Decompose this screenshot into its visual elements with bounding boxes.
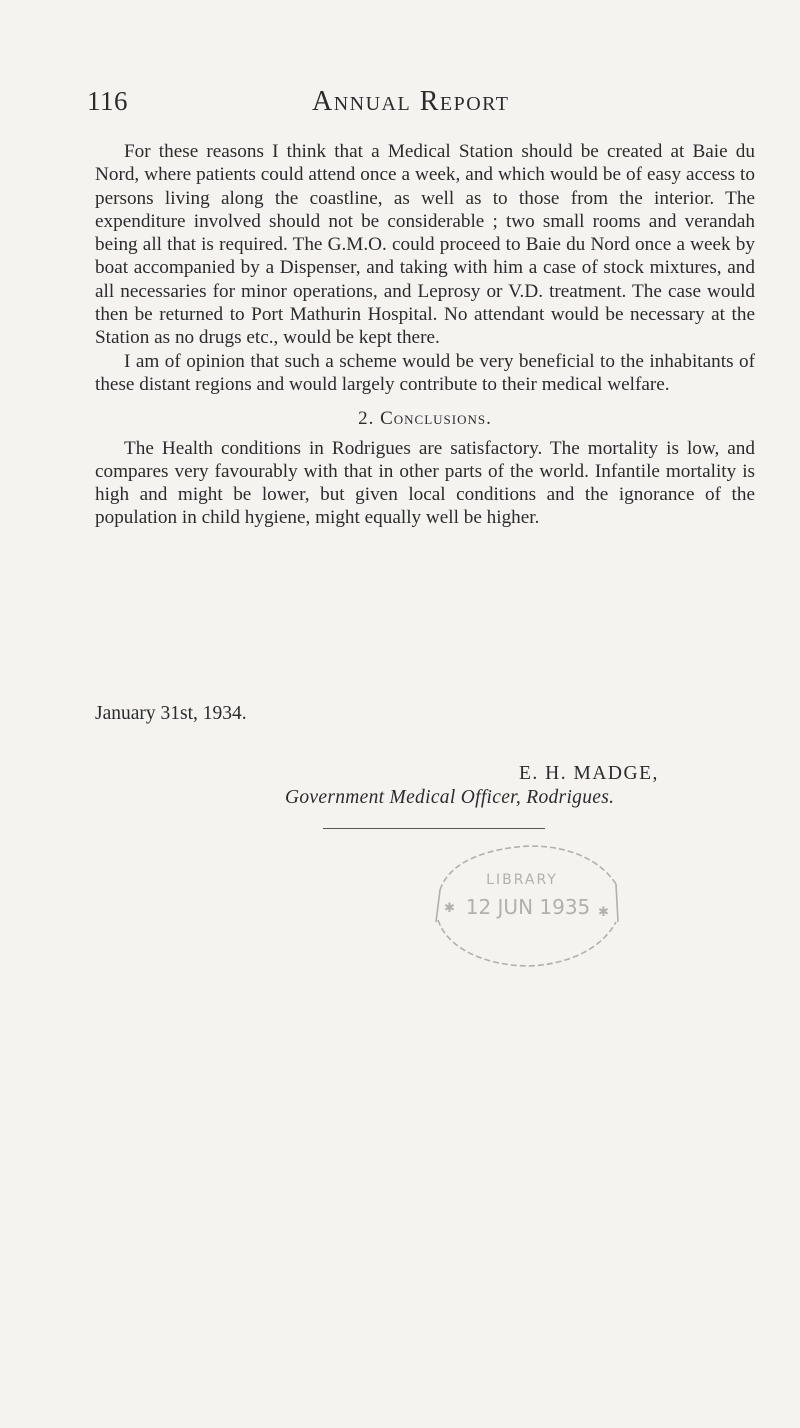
signatory-name: E. H. MADGE,	[519, 763, 659, 784]
signatory-title: Government Medical Officer, Rodrigues.	[285, 787, 615, 808]
page-number: 116	[87, 86, 128, 116]
stamp-date: 12 JUN 1935	[465, 895, 591, 919]
divider-rule	[323, 828, 545, 829]
library-stamp	[420, 842, 632, 970]
library-stamp-graphic	[420, 842, 632, 970]
running-title: Annual Report	[312, 86, 510, 117]
paragraph-medical-station: For these reasons I think that a Medical Station should be created at Baie du Nord, where patients could attend once a week, and which would be of easy access to persons living along the coastline, as well as to those from the interior. The expenditure involved should not be considerable ; two small rooms and verandah being all that is required. The G.M.O. could proceed to Baie du Nord once a week by boat accompanied by a Dispenser, and taking with him a case of stock mixtures, and all necessaries for minor operations, and Leprosy or V.D. treatment. The case would then be returned to Port Mathurin Hospital. No attendant would be necessary at the Station as no drugs etc., would be kept there.	[95, 141, 755, 349]
stamp-label: LIBRARY	[486, 872, 558, 888]
section-heading-conclusions: 2. Conclusions.	[358, 408, 492, 430]
document-body	[95, 140, 755, 530]
paragraph-opinion: I am of opinion that such a scheme would be very beneficial to the inhabitants of these distant regions and would largely contribute to their medical welfare.	[95, 350, 755, 395]
page-header	[87, 86, 747, 126]
stamp-star-right: ✱	[598, 905, 609, 920]
stamp-star-left: ✱	[444, 901, 455, 916]
paragraph-conclusions: The Health conditions in Rodrigues are satisfactory. The mortality is low, and compares very favourably with that in other parts of the world. Infantile mortality is high and might be lower, but given local conditions and the ignorance of the population in child hygiene, might equally well be higher.	[95, 437, 755, 529]
report-date: January 31st, 1934.	[95, 703, 247, 724]
